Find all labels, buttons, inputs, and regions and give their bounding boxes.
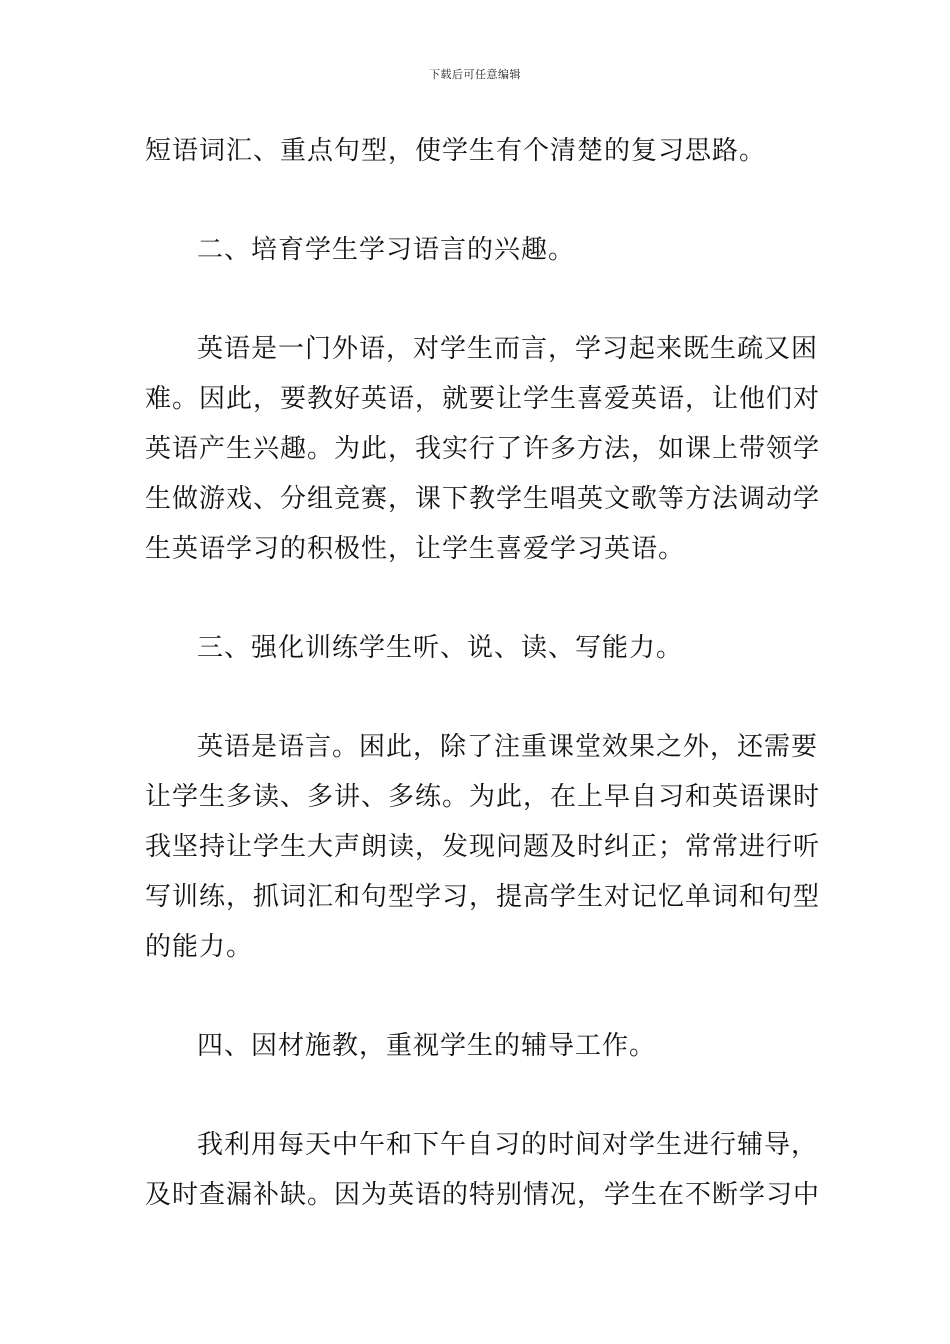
text-line: 的能力。 [145, 932, 254, 962]
section-heading: 二、培育学生学习语言的兴趣。 [197, 235, 576, 265]
text-line: 生英语学习的积极性，让学生喜爱学习英语。 [145, 534, 686, 564]
text-line: 英语产生兴趣。为此，我实行了许多方法，如课上带领学 [145, 434, 821, 464]
text-line: 我利用每天中午和下午自习的时间对学生进行辅导， [197, 1130, 819, 1160]
text-line: 我坚持让学生大声朗读，发现问题及时纠正；常常进行听 [145, 832, 821, 862]
text-line: 写训练，抓词汇和句型学习，提高学生对记忆单词和句型 [145, 882, 821, 912]
text-line: 生做游戏、分组竞赛，课下教学生唱英文歌等方法调动学 [145, 484, 821, 514]
header-note: 下载后可任意编辑 [429, 68, 521, 81]
text-line: 让学生多读、多讲、多练。为此，在上早自习和英语课时 [145, 782, 821, 812]
text-line: 及时查漏补缺。因为英语的特别情况，学生在不断学习中 [145, 1180, 821, 1210]
text-line: 难。因此，要教好英语，就要让学生喜爱英语，让他们对 [145, 384, 821, 414]
section-heading: 四、因材施教，重视学生的辅导工作。 [197, 1031, 657, 1061]
text-line: 短语词汇、重点句型，使学生有个清楚的复习思路。 [145, 136, 767, 166]
section-heading: 三、强化训练学生听、说、读、写能力。 [197, 633, 684, 663]
text-line: 英语是一门外语，对学生而言，学习起来既生疏又困 [197, 334, 819, 364]
text-line: 英语是语言。困此，除了注重课堂效果之外，还需要 [197, 732, 819, 762]
